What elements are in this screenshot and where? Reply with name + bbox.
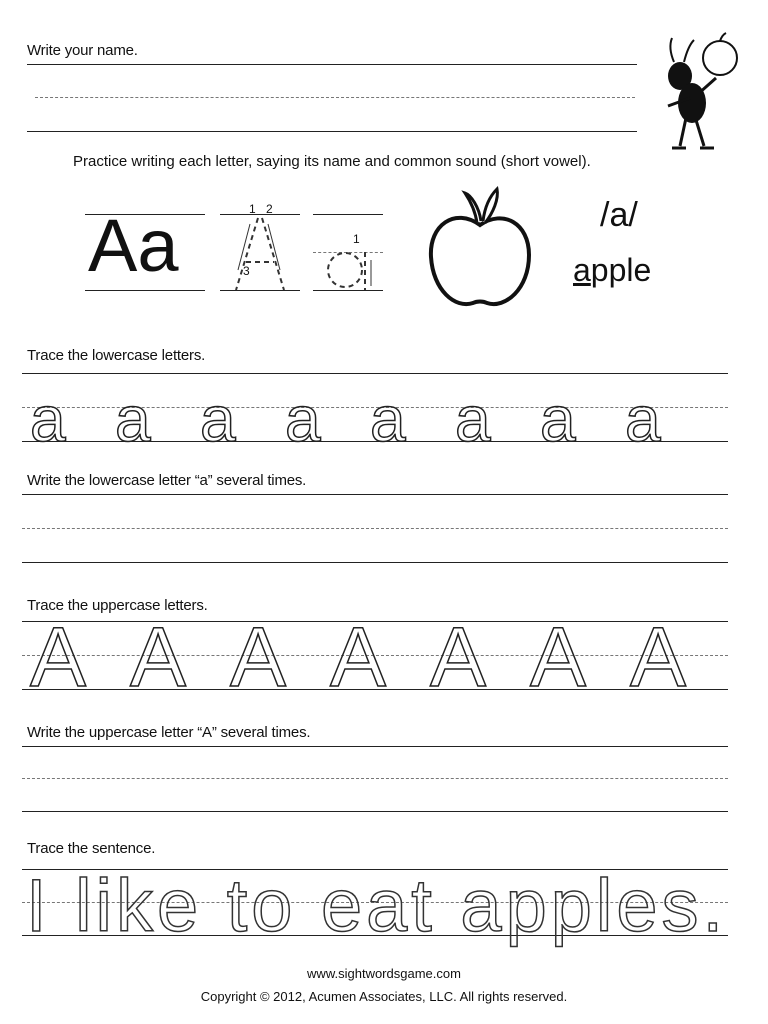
trace-upper-letter: A (130, 610, 187, 704)
model-letters-solid (88, 200, 179, 292)
write-upper-label: Write the uppercase letter “A” several times. (27, 724, 311, 741)
trace-lower-letter: a (625, 383, 661, 455)
write-upper-base-line[interactable] (22, 811, 728, 812)
example-word (573, 252, 651, 289)
stroke-lower-top-line (313, 214, 383, 215)
example-word-rest: pple (590, 252, 652, 288)
trace-lower-label: Trace the lowercase letters. (27, 347, 206, 364)
trace-lower-letter: a (540, 383, 576, 455)
trace-upper-letter: A (30, 610, 87, 704)
stroke-number-2: 2 (266, 202, 273, 216)
trace-upper-letter: A (430, 610, 487, 704)
write-lower-mid-line (22, 528, 728, 529)
trace-upper-label: Trace the uppercase letters. (27, 597, 208, 614)
trace-upper-letter: A (630, 610, 687, 704)
name-label: Write your name. (27, 42, 138, 59)
instructions-text: Practice writing each letter, saying its name and common sound (short vowel). (73, 153, 591, 170)
trace-lower-letter: a (370, 383, 406, 455)
name-mid-line (35, 97, 635, 98)
apple-picture (425, 185, 535, 315)
trace-sentence-label: Trace the sentence. (27, 840, 156, 857)
trace-lower-letter: a (115, 383, 151, 455)
stroke-order-lower-a (313, 230, 383, 295)
sound-text: /a/ (600, 196, 638, 234)
name-top-line (27, 64, 637, 65)
stroke-order-upper-a (220, 200, 300, 295)
trace-lower-letter: a (285, 383, 321, 455)
stroke-number-1: 1 (249, 202, 256, 216)
write-lower-base-line[interactable] (22, 562, 728, 563)
trace-lower-top-line (22, 373, 728, 374)
trace-lower-letter: a (200, 383, 236, 455)
trace-upper-letter: A (230, 610, 287, 704)
stroke-number-lower-1: 1 (353, 232, 360, 246)
write-lower-top-line (22, 494, 728, 495)
write-lower-label: Write the lowercase letter “a” several times. (27, 472, 307, 489)
trace-upper-letter: A (530, 610, 587, 704)
footer-copyright: Copyright © 2012, Acumen Associates, LLC. All rights reserved. (200, 989, 568, 1004)
write-upper-mid-line (22, 778, 728, 779)
model-upper: A (88, 204, 138, 287)
trace-sentence-text: I like to eat apples. (26, 864, 728, 947)
stroke-number-3: 3 (243, 264, 250, 278)
example-word-first-letter: a (573, 252, 591, 288)
trace-lower-letter: a (455, 383, 491, 455)
name-base-line[interactable] (27, 131, 637, 132)
trace-upper-letter: A (330, 610, 387, 704)
model-lower: a (137, 204, 179, 287)
footer-website: www.sightwordsgame.com (307, 966, 461, 981)
write-upper-top-line (22, 746, 728, 747)
trace-lower-letter: a (30, 383, 66, 455)
ant-mascot-icon (652, 18, 742, 153)
